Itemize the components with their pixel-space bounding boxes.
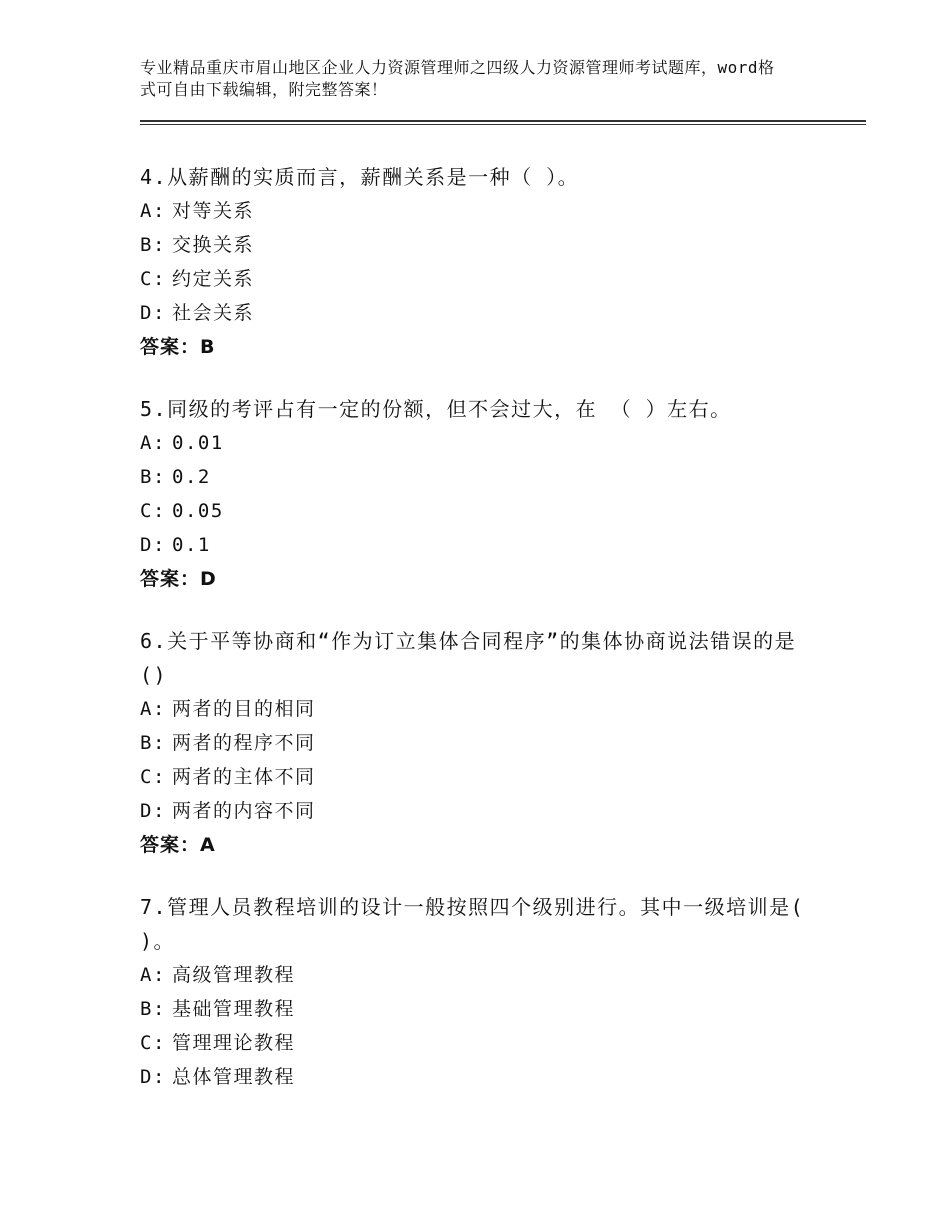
answer-line: 答案：B: [140, 336, 216, 358]
option-key: B:: [140, 466, 166, 488]
option-a: [140, 692, 820, 726]
question-item: [140, 392, 820, 596]
option-key: C:: [140, 500, 166, 522]
option-text: 0.01: [172, 432, 224, 454]
document-header: 专业精品重庆市眉山地区企业人力资源管理师之四级人力资源管理师考试题库，word格式可自由下载编辑，附完整答案！: [140, 58, 775, 99]
option-text: 两者的内容不同: [172, 800, 316, 822]
question-item: [140, 624, 820, 862]
option-key: B:: [140, 234, 166, 256]
option-key: D:: [140, 302, 166, 324]
option-key: A:: [140, 698, 166, 720]
option-text: 总体管理教程: [172, 1066, 296, 1088]
option-c: [140, 1026, 820, 1060]
option-text: 两者的主体不同: [172, 766, 316, 788]
option-key: B:: [140, 998, 166, 1020]
question-stem: 5.同级的考评占有一定的份额，但不会过大，在 （ ）左右。: [140, 397, 732, 421]
option-text: 0.2: [172, 466, 211, 488]
option-b: [140, 726, 820, 760]
option-text: 0.05: [172, 500, 224, 522]
option-d: [140, 528, 820, 562]
question-stem: 7.管理人员教程培训的设计一般按照四个级别进行。其中一级培训是( )。: [140, 895, 805, 953]
header-divider-thin: [140, 124, 866, 125]
option-b: [140, 228, 820, 262]
option-text: 0.1: [172, 534, 211, 556]
question-stem: 6.关于平等协商和“作为订立集体合同程序”的集体协商说法错误的是(): [140, 629, 797, 687]
option-text: 约定关系: [172, 268, 255, 290]
header-divider: [140, 120, 866, 122]
option-c: [140, 760, 820, 794]
option-text: 社会关系: [172, 302, 255, 324]
option-key: D:: [140, 800, 166, 822]
option-d: [140, 296, 820, 330]
option-a: [140, 958, 820, 992]
option-text: 管理理论教程: [172, 1032, 296, 1054]
option-key: C:: [140, 766, 166, 788]
option-b: [140, 992, 820, 1026]
option-key: D:: [140, 534, 166, 556]
option-key: C:: [140, 1032, 166, 1054]
option-text: 两者的程序不同: [172, 732, 316, 754]
option-key: C:: [140, 268, 166, 290]
question-list: [140, 160, 820, 1122]
option-key: A:: [140, 432, 166, 454]
option-key: A:: [140, 200, 166, 222]
option-text: 高级管理教程: [172, 964, 296, 986]
option-text: 基础管理教程: [172, 998, 296, 1020]
option-key: D:: [140, 1066, 166, 1088]
option-key: B:: [140, 732, 166, 754]
option-a: [140, 426, 820, 460]
question-stem: 4.从薪酬的实质而言，薪酬关系是一种（ ）。: [140, 165, 580, 189]
answer-line: 答案：A: [140, 834, 216, 856]
option-c: [140, 494, 820, 528]
option-d: [140, 1060, 820, 1094]
option-d: [140, 794, 820, 828]
question-item: [140, 890, 820, 1094]
option-key: A:: [140, 964, 166, 986]
answer-line: 答案：D: [140, 568, 217, 590]
option-text: 交换关系: [172, 234, 255, 256]
question-item: [140, 160, 820, 364]
option-c: [140, 262, 820, 296]
option-b: [140, 460, 820, 494]
option-text: 对等关系: [172, 200, 255, 222]
option-a: [140, 194, 820, 228]
option-text: 两者的目的相同: [172, 698, 316, 720]
